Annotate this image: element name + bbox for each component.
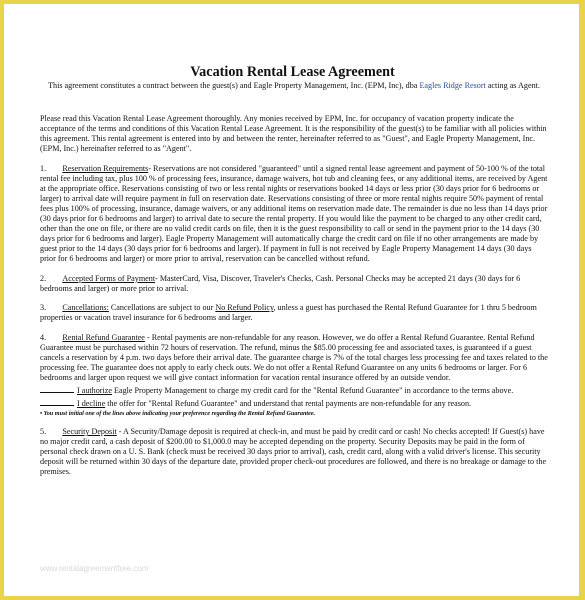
intro-text: This agreement constitutes a contract between the guest(s) and Eagle Property Management, Inc. (EPM, Inc), dba bbox=[48, 81, 420, 90]
section-number: 3. bbox=[40, 303, 47, 313]
section-security-deposit bbox=[40, 427, 548, 477]
decline-text: the offer for "Rental Refund Guarantee" and understand that rental payments are non-refundable for any reason. bbox=[105, 399, 472, 409]
authorize-text: Eagle Property Management to charge my credit card for the "Rental Refund Guarantee" in accordance to the terms above. bbox=[111, 386, 514, 396]
section-refund-guarantee bbox=[40, 333, 548, 383]
document-title: Vacation Rental Lease Agreement bbox=[190, 64, 395, 80]
authorize-label: I authorize bbox=[77, 386, 112, 396]
section-heading: Reservation Requirements bbox=[62, 163, 149, 173]
resort-link[interactable]: Eagles Ridge Resort bbox=[419, 81, 486, 90]
section-text: - MasterCard, Visa, Discover, Traveler's Checks, Cash. Personal Checks may be accepted 21 days (30 days for 6 bedrooms and larger) or more prior to arrival. bbox=[40, 273, 521, 293]
section-heading: Cancellations: bbox=[62, 303, 109, 313]
section-text: Cancellations are subject to our bbox=[108, 303, 216, 313]
section-number: 2. bbox=[40, 273, 47, 283]
intro-paragraph bbox=[36, 81, 552, 91]
section-number: 1. bbox=[40, 163, 47, 173]
section-text: - Reservations are not considered "guaranteed" until a signed rental lease agreement and payment of 50-100 % of the total rental fee including tax, plus 100 % of processing fees, insurance, damage waivers, hot tub and cleaning fees, or any additional items, are received by Agent at the appropriate office. Reservations consisting of two or less rental nights or reservations booked 14 days or less prior (30 days prior for 6 bedrooms or larger) to arrival date will require payment in full on reservation date. Reservations consisting of three or more rental nights require 50% payment of rental fees plus 100% of processing, insurance, damage waivers, or any additional items on reservation made date. The remainder is due no less than 14 days prior (30 days prior for 6 bedrooms and larger) to arrival date to secure the rental property. If you would like the payment to be charged to any other credit card, other than the one on file, or there are no valid credit cards on file, then it is the guest responsibility to call or send in the payment prior to the 14 days (30 days prior for 6 bedrooms and larger). Eagle Property Management will automatically charge the credit card on file if no other arrangements are made by guest prior to the 14 days (30 days prior for 6 bedrooms and larger). If payment in full is not received by Eagle Property Management 14 days (30 days prior for 6 bedrooms and larger) or more prior to arrival, reservation can be cancelled without refund. bbox=[40, 163, 548, 264]
decline-label: I decline bbox=[77, 399, 106, 409]
preamble-paragraph: Please read this Vacation Rental Lease Agreement thoroughly. Any monies received by EPM, Inc. for occupancy of vacation property indicate the acceptance of the terms and conditions of this Vacation Rental Lease Agreement. It is the responsibility of the guest(s) to be familiar with all policies within this agreement. This rental agreement is entered into by and between the renter, hereinafter referred to as "Guest", and Eagle Property Management, Inc. (EPM, Inc.) hereinafter referred to as "Agent". bbox=[40, 114, 547, 154]
section-number: 4. bbox=[40, 332, 47, 342]
section-text: - Rental payments are non-refundable for any reason. However, we do offer a Rental Refund Guarantee. Rental Refund Guarantee must be purchased within 72 hours of reservation. The refund, minus the $85.00 processing fee and associated taxes, is guaranteed if a guest cancels a reservation by 4 p.m. two days before their arrival date. The guarantee charge is 7% of the total charges less processing fee and taxes related to the processing fee. The guarantee does not apply to early check outs. We do not offer a Rental Refund Guarantee on any units 6 bedrooms or larger. For 6 bedrooms and larger upon request we will give contact information for vacation rental insurance offered by an outside vendor. bbox=[40, 332, 548, 383]
section-heading: Accepted Forms of Payment bbox=[62, 273, 156, 283]
decline-line bbox=[40, 398, 548, 409]
no-refund-policy: No Refund Policy bbox=[215, 303, 274, 313]
decline-initial-field[interactable] bbox=[40, 398, 74, 406]
section-number: 5. bbox=[40, 427, 47, 437]
agreement-body bbox=[40, 114, 548, 487]
section-text-end: , unless a guest has purchased the Rental Refund Guarantee for 1 thru 5 bedroom properties or vacation travel insurance for 6 bedrooms and larger. bbox=[40, 303, 537, 323]
section-reservation-requirements bbox=[40, 164, 548, 264]
section-cancellations bbox=[40, 303, 548, 323]
section-payment-forms bbox=[40, 274, 548, 294]
watermark: www.rentalagreementfree.com bbox=[40, 564, 149, 573]
authorize-line bbox=[40, 385, 548, 396]
section-heading: Security Deposit bbox=[62, 427, 117, 437]
authorize-initial-field[interactable] bbox=[40, 385, 74, 393]
intro-text-end: acting as Agent. bbox=[485, 81, 540, 90]
initial-note: • You must initial one of the lines above indicating your preference regarding the Rental Refund Guarantee. bbox=[40, 410, 316, 418]
section-heading: Rental Refund Guarantee bbox=[62, 332, 145, 342]
section-text: - A Security/Damage deposit is required at check-in, and must be paid by credit card or cash! No checks accepted! If Guest(s) have no major credit card, a cash deposit of $200.00 to $1,000.0 may be accepted depending on the property. Security Deposits may be paid in the form of personal check drawn on a U. S. Bank (check must be received 30 days prior to arrival), cash, credit card, along with a valid driver's license. This security deposit will be returned within 30 days of the departure date, provided proper check-out procedures are followed, and there is no breakage or damage to the premises. bbox=[40, 427, 547, 477]
